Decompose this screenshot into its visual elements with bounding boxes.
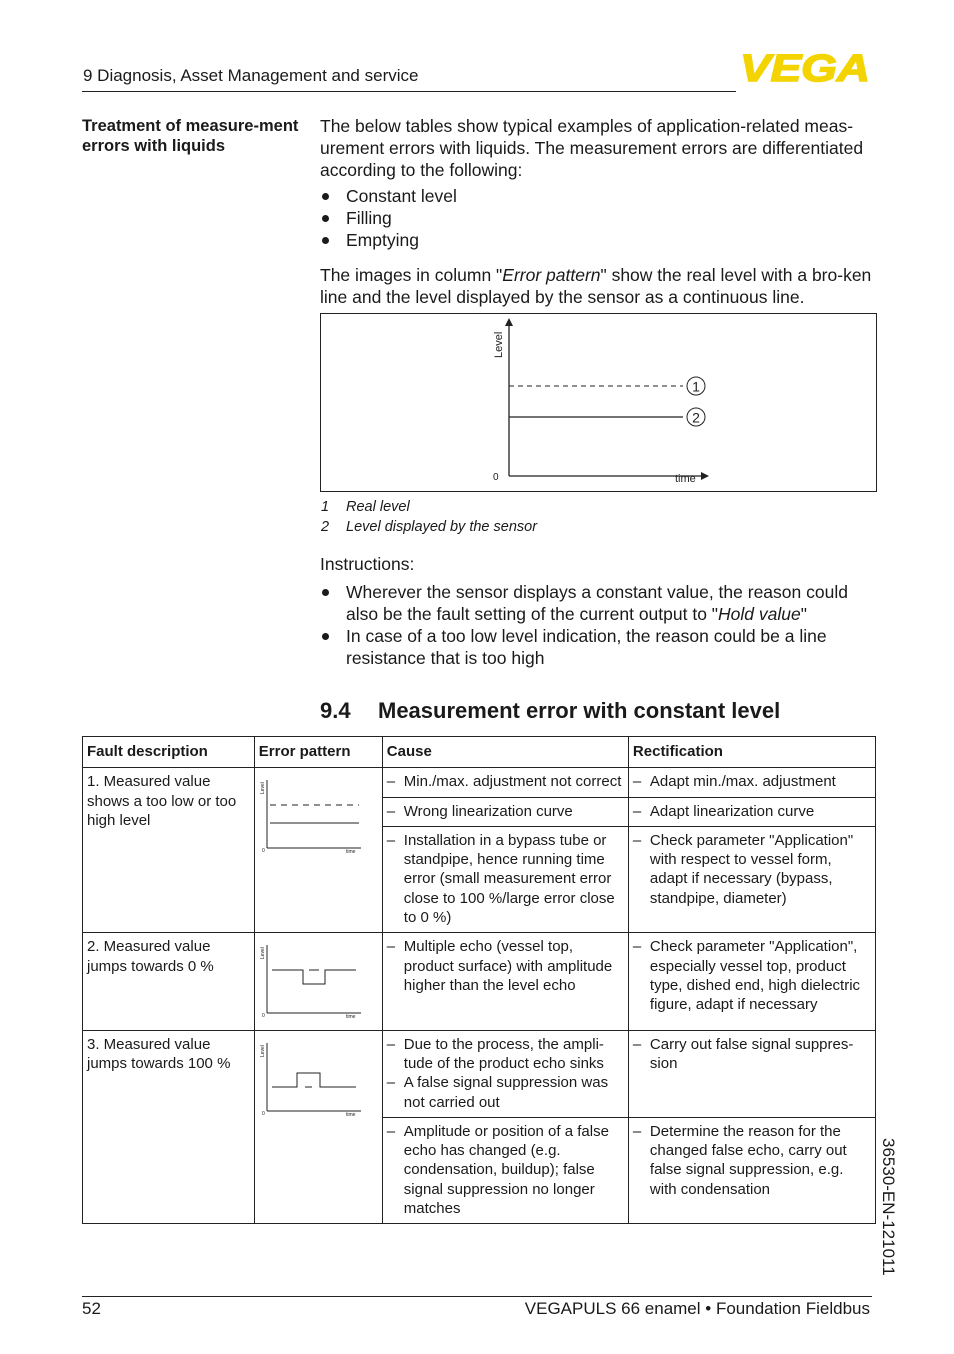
marker-1: 1 [692,378,700,395]
logo-text: VEGA [740,50,870,84]
header-rule [82,91,736,92]
column-header: Cause [382,737,628,768]
marker-2: 2 [692,409,700,426]
footer-rule [82,1296,872,1297]
svg-text:0: 0 [261,1110,265,1117]
error-pattern-cell [254,768,382,933]
table-header-row [83,737,876,768]
error-type-list [320,185,860,251]
intro-paragraph: The below tables show typical examples of application-related meas-urement errors with liquids. The measurement errors are differentiated according to the following: [320,116,864,180]
cause-cell: – Due to the process, the ampli-tude of the product echo sinks – A false signal suppression was not carried out [382,1030,628,1117]
cause-cell: – Min./max. adjustment not correct [382,768,628,797]
fault-description: 2. Measured value jumps towards 0 % [83,933,255,1030]
y-axis-label: Level [493,331,505,358]
svg-text:0: 0 [261,1013,265,1020]
legend-item: 2 Level displayed by the sensor [321,518,538,535]
error-pattern-1 [255,772,377,854]
x-axis-label: time [675,473,696,485]
figure-legend [321,498,537,537]
rectification-cell: – Adapt min./max. adjustment [628,768,875,797]
level-figure [320,313,877,492]
legend-item: 1 Real level [321,499,410,515]
level-diagram [321,314,876,491]
list-item: Emptying [320,229,860,251]
list-item: Constant level [320,185,860,207]
column-header: Error pattern [254,737,382,768]
list-item: Filling [320,207,860,229]
error-pattern-2 [255,937,377,1019]
table-row [83,768,876,797]
rectification-cell: – Adapt linearization curve [628,797,875,826]
cause-cell: – Wrong linearization curve [382,797,628,826]
pattern-paragraph: The images in column "Error pattern" show the real level with a bro-ken line and the level displayed by the sensor as a continuous line. [320,265,872,307]
page-number: 52 [82,1299,101,1318]
sidebar-heading: Treatment of measure-ment errors with liquids [82,117,299,155]
svg-text:Level: Level [259,782,266,795]
cause-cell: – Installation in a bypass tube or standpipe, hence running time error (small measurement error close to 100 %/large error close to 0 %) [382,826,628,932]
rectification-cell: – Check parameter "Application", especially vessel top, product type, dished end, high dielectric figure, adapt if necessary [628,933,875,1030]
error-pattern-cell [254,933,382,1030]
error-pattern-3 [255,1035,377,1117]
instructions-label: Instructions: [320,554,415,574]
table-row [83,933,876,1030]
cause-cell: – Multiple echo (vessel top, product surface) with amplitude higher than the level echo [382,933,628,1030]
svg-text:time: time [345,849,356,855]
section-heading: 9.4 Measurement error with constant level [320,698,781,723]
column-header: Rectification [628,737,875,768]
svg-text:Level: Level [259,1044,266,1057]
svg-text:time: time [345,1014,356,1020]
svg-text:time: time [345,1111,356,1117]
instructions-list [320,581,880,669]
fault-description: 3. Measured value jumps towards 100 % [83,1030,255,1224]
vega-logo [740,50,872,84]
rectification-cell: – Determine the reason for the changed false echo, carry out false signal suppression, e.g. with condensation [628,1117,875,1223]
chapter-title: 9 Diagnosis, Asset Management and service [83,66,419,85]
fault-description: 1. Measured value shows a too low or too high level [83,768,255,933]
list-item: In case of a too low level indication, the reason could be a line resistance that is too high [320,625,880,669]
svg-text:0: 0 [261,848,265,855]
rectification-cell: – Carry out false signal suppres-sion [628,1030,875,1117]
column-header: Fault description [83,737,255,768]
table-row [83,1030,876,1117]
error-table [82,736,876,1224]
list-item: Wherever the sensor displays a constant value, the reason could also be the fault setting of the current output to "Hold value" [320,581,880,625]
document-id: 36530-EN-121011 [879,1138,898,1276]
product-name: VEGAPULS 66 enamel • Foundation Fieldbus [524,1299,870,1318]
origin-label: 0 [493,472,499,483]
cause-cell: – Amplitude or position of a false echo has changed (e.g. condensation, buildup); false signal suppression no longer matches [382,1117,628,1223]
svg-text:Level: Level [259,947,266,960]
rectification-cell: – Check parameter "Application" with respect to vessel form, adapt if necessary (bypass, standpipe, diameter) [628,826,875,932]
error-pattern-cell [254,1030,382,1224]
